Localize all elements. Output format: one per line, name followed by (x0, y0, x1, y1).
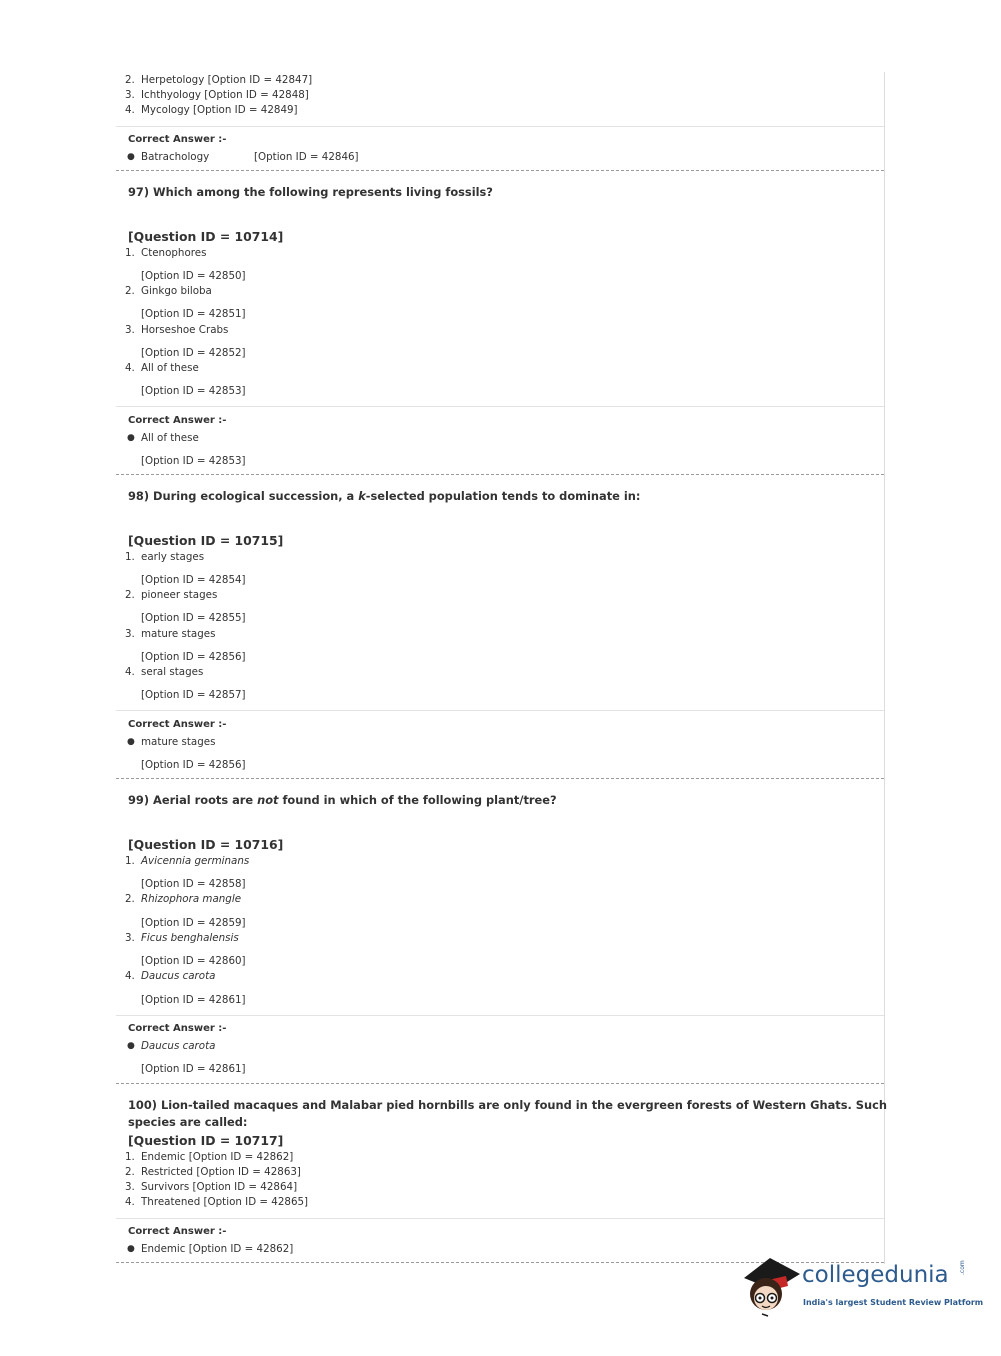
answer-text: All of these (141, 432, 199, 444)
option-text: Ficus benghalensis (141, 932, 239, 944)
answer-option-id: [Option ID = 42861] (141, 1063, 246, 1075)
option-id: [Option ID = 42858] (141, 878, 246, 890)
option-number: 2. (125, 589, 135, 601)
option-number: 2. (125, 74, 135, 86)
option-text: Mycology [Option ID = 42849] (141, 104, 298, 116)
answer-text: Batrachology (141, 151, 210, 163)
answer-option-id: [Option ID = 42846] (254, 151, 359, 163)
question-text: 98) During ecological succession, a k-selected population tends to dominate in: (128, 489, 641, 503)
option-id: [Option ID = 42861] (141, 994, 246, 1006)
option-number: 4. (125, 104, 135, 116)
option-number: 2. (125, 893, 135, 905)
question-id: [Question ID = 10717] (128, 1133, 284, 1148)
question-id: [Question ID = 10716] (128, 837, 284, 852)
correct-answer-label: Correct Answer :- (128, 415, 227, 426)
option-number: 4. (125, 362, 135, 374)
brand-name: collegedunia (802, 1262, 949, 1288)
option-id: [Option ID = 42855] (141, 612, 246, 624)
question-paper-frame (116, 72, 885, 1264)
option-id: [Option ID = 42850] (141, 270, 246, 282)
option-text: Horseshoe Crabs (141, 324, 229, 336)
option-text: seral stages (141, 666, 204, 678)
correct-answer-label: Correct Answer :- (128, 1023, 227, 1034)
option-text: mature stages (141, 628, 216, 640)
question-separator (116, 778, 884, 779)
option-id: [Option ID = 42857] (141, 689, 246, 701)
option-number: 2. (125, 1166, 135, 1178)
option-number: 3. (125, 89, 135, 101)
divider (116, 710, 884, 711)
question-id: [Question ID = 10714] (128, 229, 284, 244)
question-separator (116, 474, 884, 475)
question-id: [Question ID = 10715] (128, 533, 284, 548)
option-text: Endemic [Option ID = 42862] (141, 1151, 294, 1163)
option-number: 4. (125, 1196, 135, 1208)
option-id: [Option ID = 42851] (141, 308, 246, 320)
option-id: [Option ID = 42860] (141, 955, 246, 967)
bullet-icon: ● (127, 1041, 135, 1051)
option-text: Daucus carota (141, 970, 216, 982)
option-text: Herpetology [Option ID = 42847] (141, 74, 313, 86)
option-text: Ctenophores (141, 247, 207, 259)
option-number: 3. (125, 932, 135, 944)
option-id: [Option ID = 42859] (141, 917, 246, 929)
divider (116, 1218, 884, 1219)
correct-answer-label: Correct Answer :- (128, 719, 227, 730)
question-text: 100) Lion-tailed macaques and Malabar pied hornbills are only found in the evergreen forests of Western Ghats. Such (128, 1098, 887, 1112)
correct-answer-label: Correct Answer :- (128, 134, 227, 145)
question-text-continued: species are called: (128, 1115, 248, 1129)
option-text: Threatened [Option ID = 42865] (141, 1196, 309, 1208)
option-number: 4. (125, 666, 135, 678)
option-number: 1. (125, 855, 135, 867)
option-number: 1. (125, 551, 135, 563)
question-separator (116, 170, 884, 171)
option-text: All of these (141, 362, 199, 374)
option-number: 3. (125, 628, 135, 640)
answer-text: Endemic [Option ID = 42862] (141, 1243, 294, 1255)
option-number: 1. (125, 247, 135, 259)
bullet-icon: ● (127, 152, 135, 162)
option-id: [Option ID = 42856] (141, 651, 246, 663)
brand-suffix: .com (959, 1260, 966, 1275)
option-number: 2. (125, 285, 135, 297)
option-id: [Option ID = 42853] (141, 385, 246, 397)
divider (116, 126, 884, 127)
option-number: 3. (125, 324, 135, 336)
answer-option-id: [Option ID = 42853] (141, 455, 246, 467)
answer-text: Daucus carota (141, 1040, 216, 1052)
option-id: [Option ID = 42854] (141, 574, 246, 586)
divider (116, 406, 884, 407)
question-text: 97) Which among the following represents living fossils? (128, 185, 493, 199)
divider (116, 1015, 884, 1016)
bullet-icon: ● (127, 737, 135, 747)
option-text: Avicennia germinans (141, 855, 250, 867)
brand-tagline: India's largest Student Review Platform (803, 1298, 984, 1307)
option-number: 3. (125, 1181, 135, 1193)
option-text: Ichthyology [Option ID = 42848] (141, 89, 309, 101)
answer-text: mature stages (141, 736, 216, 748)
option-number: 1. (125, 1151, 135, 1163)
option-text: early stages (141, 551, 205, 563)
correct-answer-label: Correct Answer :- (128, 1226, 227, 1237)
question-text: 99) Aerial roots are not found in which of the following plant/tree? (128, 793, 557, 807)
option-number: 4. (125, 970, 135, 982)
option-text: Survivors [Option ID = 42864] (141, 1181, 298, 1193)
question-separator (116, 1083, 884, 1084)
option-id: [Option ID = 42852] (141, 347, 246, 359)
answer-option-id: [Option ID = 42856] (141, 759, 246, 771)
option-text: Rhizophora mangle (141, 893, 242, 905)
bullet-icon: ● (127, 1244, 135, 1254)
bullet-icon: ● (127, 433, 135, 443)
option-text: Ginkgo biloba (141, 285, 212, 297)
option-text: Restricted [Option ID = 42863] (141, 1166, 301, 1178)
option-text: pioneer stages (141, 589, 218, 601)
